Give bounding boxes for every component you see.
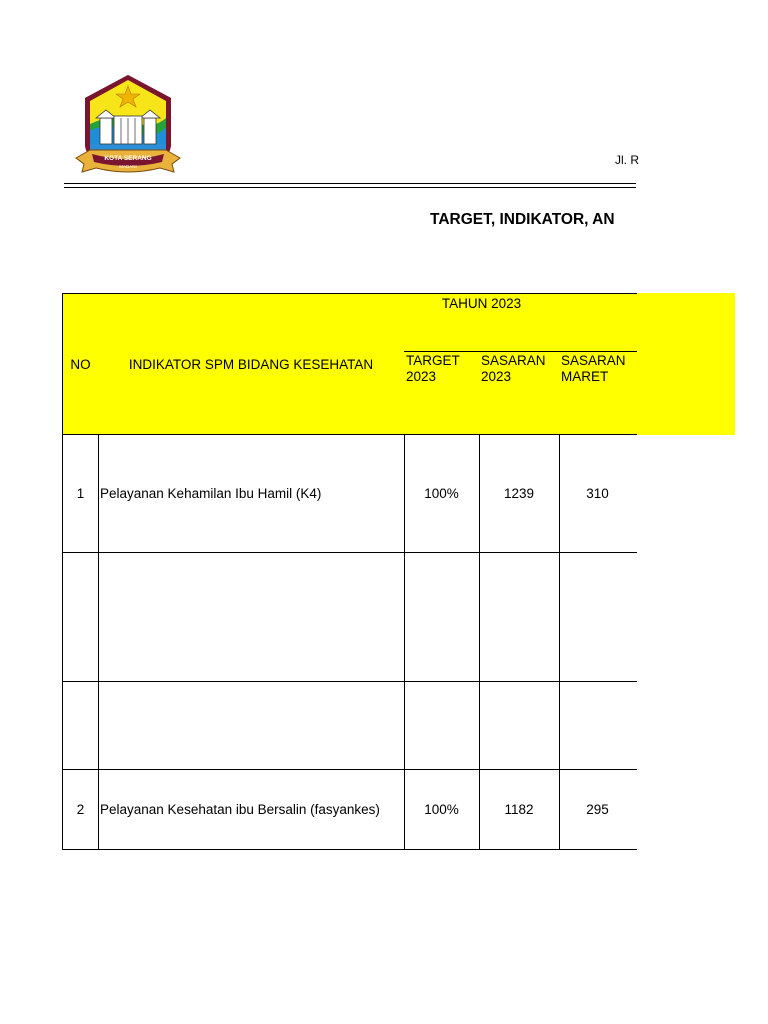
table-row-4-indikator bbox=[98, 769, 405, 850]
row-1-sasaran-maret: 310 bbox=[586, 485, 609, 501]
logo-text-top: KOTA SERANG bbox=[104, 155, 152, 162]
row-1-indikator: Pelayanan Kehamilan Ibu Hamil (K4) bbox=[100, 485, 322, 501]
header-target-line1: TARGET bbox=[406, 353, 460, 368]
table-row-1-sasaran bbox=[479, 434, 560, 553]
table-row-1-target bbox=[404, 434, 480, 553]
row-4-no: 2 bbox=[76, 801, 85, 817]
table-row-1-sasaran-maret bbox=[559, 434, 637, 553]
table-row-4-no bbox=[62, 769, 99, 850]
header-no-label: NO bbox=[70, 356, 91, 372]
row-4-target: 100% bbox=[424, 801, 459, 817]
header-sasaran bbox=[479, 351, 560, 435]
header-no bbox=[62, 293, 99, 435]
header-target-line2: 2023 bbox=[406, 369, 437, 384]
table-row-1-indikator bbox=[98, 434, 405, 553]
header-sasaran-line1: SASARAN bbox=[481, 353, 546, 368]
logo-text-bottom: MADANI bbox=[119, 164, 137, 169]
row-1-target: 100% bbox=[424, 485, 459, 501]
table-row-3-target bbox=[404, 681, 480, 770]
header-tahun-group bbox=[404, 293, 560, 352]
header-sasaran-maret-line2: MARET bbox=[561, 369, 609, 384]
table-row-4-sasaran bbox=[479, 769, 560, 850]
header-indikator bbox=[98, 293, 405, 435]
header-indikator-label: INDIKATOR SPM BIDANG KESEHATAN bbox=[128, 356, 374, 372]
header-blank-group bbox=[559, 293, 637, 352]
row-1-sasaran: 1239 bbox=[503, 485, 535, 501]
table-row-2-indikator bbox=[98, 552, 405, 682]
table-row-2-no bbox=[62, 552, 99, 682]
table-row-3-no bbox=[62, 681, 99, 770]
address-text: Jl. R bbox=[615, 153, 639, 167]
table-row-3-sasaran bbox=[479, 681, 560, 770]
row-1-no: 1 bbox=[76, 485, 85, 501]
row-4-indikator: Pelayanan Kesehatan ibu Bersalin (fasyankes) bbox=[100, 801, 380, 817]
row-4-sasaran: 1182 bbox=[504, 801, 534, 817]
header-tahun-label: TAHUN 2023 bbox=[441, 296, 522, 311]
header-target bbox=[404, 351, 480, 435]
table-row-2-sasaran-maret bbox=[559, 552, 637, 682]
table-row-4-sasaran-maret bbox=[559, 769, 637, 850]
document-title: TARGET, INDIKATOR, AN bbox=[430, 211, 615, 228]
table-row-3-indikator bbox=[98, 681, 405, 770]
header-overflow-fill bbox=[637, 293, 735, 435]
table-row-2-sasaran bbox=[479, 552, 560, 682]
table-row-4-target bbox=[404, 769, 480, 850]
table-row-3-sasaran-maret bbox=[559, 681, 637, 770]
row-4-sasaran-maret: 295 bbox=[586, 801, 609, 817]
table-row-2-target bbox=[404, 552, 480, 682]
header-sasaran-maret-line1: SASARAN bbox=[561, 353, 626, 368]
header-sasaran-line2: 2023 bbox=[481, 369, 512, 384]
table-row-1-no bbox=[62, 434, 99, 553]
header-sasaran-maret bbox=[559, 351, 637, 435]
